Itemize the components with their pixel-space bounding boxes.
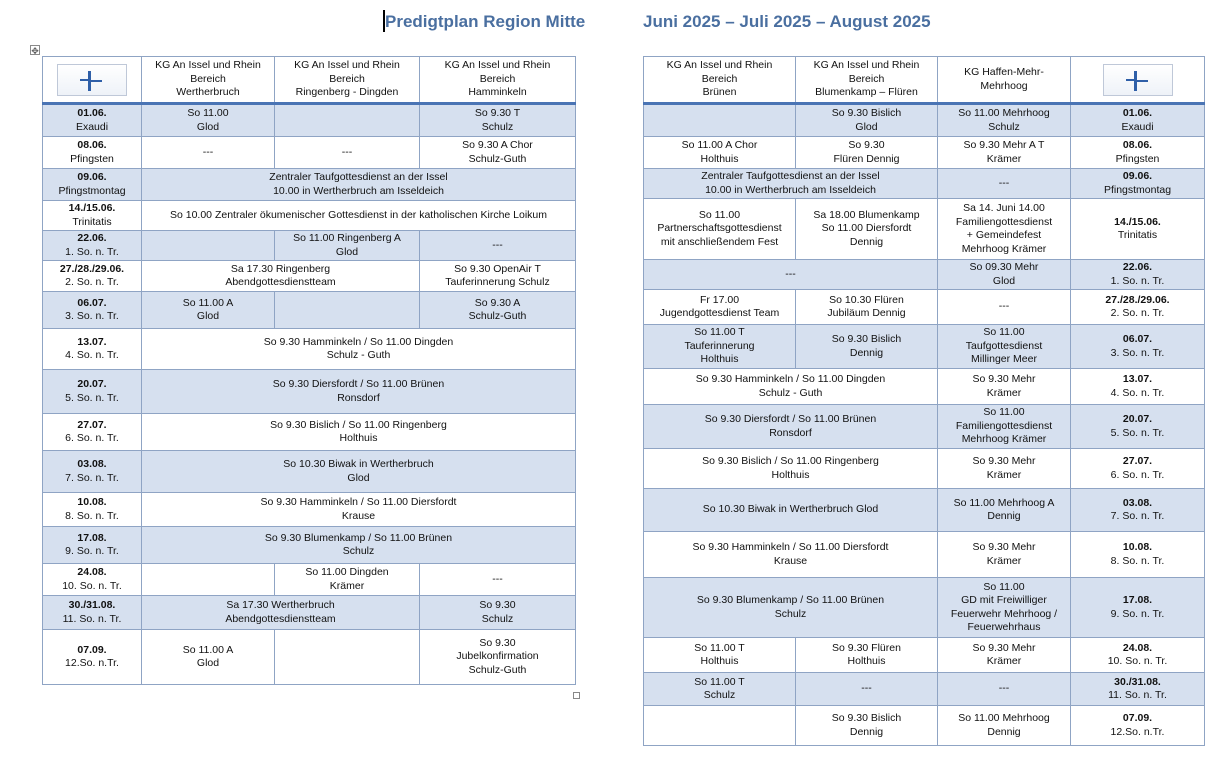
date-cell xyxy=(43,370,142,414)
service-cell-text: So 9.30 Mehr Krämer xyxy=(972,541,1036,567)
sunday-name: 1. So. n. Tr. xyxy=(1110,274,1165,287)
date-cell xyxy=(1071,137,1205,169)
header-cell xyxy=(796,57,938,104)
service-cell xyxy=(275,564,420,596)
sunday-name: Pfingsten xyxy=(1115,152,1160,165)
service-cell xyxy=(420,137,576,169)
church-logo-icon xyxy=(1103,64,1173,96)
combined-service-cell-text: --- xyxy=(785,267,796,280)
service-cell xyxy=(275,231,420,261)
service-date: 10.08. xyxy=(77,496,107,508)
service-cell xyxy=(142,231,275,261)
header-cell-text: KG An Issel und Rhein Bereich Brünen xyxy=(666,59,773,99)
table-row xyxy=(43,231,576,261)
service-cell-text: Sa 18.00 Blumenkamp So 11.00 Diersfordt Dennig xyxy=(813,208,920,248)
table-row xyxy=(43,104,576,137)
combined-service-cell xyxy=(142,596,420,630)
service-cell xyxy=(420,292,576,329)
service-cell-text: So 11.00 A Glod xyxy=(182,643,234,669)
service-date: 30./31.08. xyxy=(1114,675,1161,688)
service-cell xyxy=(142,104,275,137)
combined-service-cell xyxy=(142,169,576,201)
service-date: 20.07. xyxy=(1122,413,1153,425)
table-row xyxy=(43,137,576,169)
table-row xyxy=(644,532,1205,578)
service-cell-text: So 09.30 Mehr Glod xyxy=(969,261,1039,287)
table-row xyxy=(644,137,1205,169)
sunday-name: Trinitatis xyxy=(72,215,112,228)
header-cell-text: KG An Issel und Rhein Bereich Blumenkamp – Flüren xyxy=(813,59,920,99)
sunday-name: 1. So. n. Tr. xyxy=(65,245,119,258)
sunday-name: 9. So. n. Tr. xyxy=(1110,607,1165,620)
combined-service-cell xyxy=(644,169,938,199)
combined-service-cell xyxy=(142,329,576,370)
combined-service-cell xyxy=(142,451,576,493)
combined-service-cell-text: So 9.30 Hamminkeln / So 11.00 Dingden Schulz - Guth xyxy=(695,373,886,399)
table-row xyxy=(43,329,576,370)
date-cell xyxy=(1071,325,1205,369)
service-cell-text: So 9.30 A Schulz-Guth xyxy=(468,296,527,322)
date-cell xyxy=(43,630,142,685)
header-cell-text: KG An Issel und Rhein Bereich Ringenberg - Dingden xyxy=(294,59,400,99)
table-row xyxy=(43,451,576,493)
service-cell-text: So 9.30 Jubelkonfirmation Schulz-Guth xyxy=(456,636,539,676)
service-date: 10.08. xyxy=(1122,541,1153,553)
combined-service-cell xyxy=(142,493,576,527)
combined-service-cell-text: Zentraler Taufgottesdienst an der Issel 10.00 in Wertherbruch am Isseldeich xyxy=(701,170,880,196)
table-row xyxy=(644,369,1205,405)
sunday-name: 4. So. n. Tr. xyxy=(1110,386,1165,399)
service-cell xyxy=(796,325,938,369)
combined-service-cell xyxy=(644,405,938,449)
sunday-name: 6. So. n. Tr. xyxy=(1110,468,1165,481)
service-cell xyxy=(420,596,576,630)
table-row xyxy=(43,292,576,329)
service-cell xyxy=(796,290,938,325)
sunday-name: Pfingstmontag xyxy=(1103,183,1172,196)
service-cell xyxy=(938,706,1071,746)
date-cell xyxy=(43,564,142,596)
service-cell-text: So 9.30 Mehr A T Krämer xyxy=(963,139,1045,165)
date-cell xyxy=(1071,578,1205,638)
service-cell-text: Fr 17.00 Jugendgottesdienst Team xyxy=(659,293,780,319)
combined-service-cell-text: So 9.30 Hamminkeln / So 11.00 Diersfordt Krause xyxy=(260,496,457,522)
date-cell xyxy=(1071,706,1205,746)
service-date: 20.07. xyxy=(77,378,107,390)
service-cell-text: So 10.30 Flüren Jubiläum Dennig xyxy=(827,293,906,319)
service-date: 03.08. xyxy=(1122,496,1153,509)
table-row xyxy=(43,630,576,685)
table-row xyxy=(644,706,1205,746)
sunday-name: 9. So. n. Tr. xyxy=(65,545,119,557)
header-cell xyxy=(420,57,576,104)
service-date: 17.08. xyxy=(1122,594,1153,606)
combined-service-cell xyxy=(142,201,576,231)
header-cell xyxy=(275,57,420,104)
service-cell-text: Sa 14. Juni 14.00 Familiengottesdienst + Gemeindefest Mehrhoog Krämer xyxy=(955,202,1053,255)
service-cell xyxy=(938,578,1071,638)
service-date: 08.06. xyxy=(1122,139,1153,151)
service-cell xyxy=(938,673,1071,706)
service-cell xyxy=(275,104,420,137)
service-cell xyxy=(275,630,420,685)
service-cell-text: --- xyxy=(202,145,214,158)
date-cell xyxy=(1071,290,1205,325)
service-date: 03.08. xyxy=(77,458,107,470)
date-cell xyxy=(43,104,142,137)
table-row xyxy=(43,370,576,414)
service-cell-text: So 11.00 Taufgottesdienst Millinger Meer xyxy=(965,326,1043,366)
service-cell xyxy=(938,290,1071,325)
service-cell xyxy=(275,137,420,169)
service-cell xyxy=(644,199,796,260)
service-cell xyxy=(796,673,938,706)
table-row xyxy=(644,405,1205,449)
service-date: 24.08. xyxy=(1122,641,1153,654)
service-cell-text: --- xyxy=(341,145,353,158)
sunday-name: 4. So. n. Tr. xyxy=(65,349,119,361)
service-date: 24.08. xyxy=(77,566,107,578)
sunday-name: 10. So. n. Tr. xyxy=(62,579,122,592)
church-logo-icon xyxy=(57,64,127,96)
service-cell xyxy=(420,104,576,137)
service-cell-text: So 9.30 Bislich Glod xyxy=(831,107,902,133)
service-cell xyxy=(938,137,1071,169)
sunday-name: 11. So. n. Tr. xyxy=(62,612,122,625)
table-row xyxy=(644,199,1205,260)
service-cell-text: So 11.00 T Holthuis xyxy=(694,641,745,667)
table-row xyxy=(644,290,1205,325)
date-cell xyxy=(43,201,142,231)
service-cell-text: So 9.30 OpenAir T Tauferinnerung Schulz xyxy=(445,262,550,288)
sunday-name: Exaudi xyxy=(1121,120,1154,133)
table-row xyxy=(43,564,576,596)
date-cell xyxy=(1071,199,1205,260)
service-cell-text: So 11.00 GD mit Freiwilliger Feuerwehr Mehrhoog / Feuerwehrhaus xyxy=(950,580,1058,633)
service-cell xyxy=(796,104,938,137)
service-date: 27./28./29.06. xyxy=(1105,293,1170,306)
sunday-name: 2. So. n. Tr. xyxy=(1110,307,1165,319)
service-date: 14./15.06. xyxy=(1114,215,1161,228)
service-cell xyxy=(275,292,420,329)
combined-service-cell xyxy=(644,532,938,578)
service-cell xyxy=(938,489,1071,532)
table-row xyxy=(43,201,576,231)
table-row xyxy=(43,169,576,201)
service-date: 27.07. xyxy=(1122,455,1153,467)
service-cell-text: --- xyxy=(861,682,872,695)
date-cell xyxy=(43,527,142,564)
service-date: 14./15.06. xyxy=(68,202,116,214)
header-cell-text: KG An Issel und Rhein Bereich Hamminkeln xyxy=(444,59,551,99)
combined-service-cell-text: So 9.30 Diersfordt / So 11.00 Brünen Ronsdorf xyxy=(704,413,877,439)
service-cell-text: So 9.30 Bislich Dennig xyxy=(831,712,902,738)
left-plan-table xyxy=(42,56,576,685)
sunday-name: Pfingstmontag xyxy=(58,184,126,197)
date-cell xyxy=(43,169,142,201)
table-row xyxy=(644,449,1205,489)
sunday-name: 7. So. n. Tr. xyxy=(65,471,119,484)
service-date: 17.08. xyxy=(77,531,107,544)
service-cell xyxy=(644,638,796,673)
date-cell xyxy=(43,329,142,370)
service-cell xyxy=(796,199,938,260)
sunday-name: 5. So. n. Tr. xyxy=(1110,426,1165,439)
combined-service-cell xyxy=(644,489,938,532)
table-row xyxy=(644,638,1205,673)
service-date: 06.07. xyxy=(77,296,107,309)
combined-service-cell xyxy=(142,370,576,414)
sunday-name: 12.So. n.Tr. xyxy=(65,657,119,669)
service-cell xyxy=(142,292,275,329)
service-cell-text: So 11.00 T Tauferinnerung Holthuis xyxy=(684,326,755,366)
service-cell xyxy=(938,532,1071,578)
service-cell xyxy=(644,137,796,169)
logo-cell xyxy=(43,57,142,104)
service-cell-text: So 9.30 Flüren Dennig xyxy=(833,139,900,165)
combined-service-cell-text: So 9.30 Blumenkamp / So 11.00 Brünen Schulz xyxy=(696,594,885,620)
table-row xyxy=(43,493,576,527)
combined-service-cell xyxy=(644,260,938,290)
service-cell-text: So 9.30 Bislich Dennig xyxy=(831,333,902,359)
combined-service-cell-text: So 9.30 Bislich / So 11.00 Ringenberg Holthuis xyxy=(270,418,447,444)
service-cell-text: --- xyxy=(998,682,1010,695)
service-cell xyxy=(142,630,275,685)
date-cell xyxy=(1071,489,1205,532)
right-plan-table xyxy=(643,56,1205,746)
combined-service-cell xyxy=(142,261,420,292)
date-cell xyxy=(1071,405,1205,449)
date-cell xyxy=(1071,104,1205,137)
combined-service-cell-text: So 9.30 Hamminkeln / So 11.00 Diersfordt Krause xyxy=(692,541,889,567)
service-date: 13.07. xyxy=(77,335,107,348)
table-row xyxy=(43,527,576,564)
date-cell xyxy=(43,292,142,329)
date-cell xyxy=(43,451,142,493)
combined-service-cell-text: Sa 17.30 Wertherbruch Abendgottesdienstteam xyxy=(225,599,336,625)
service-cell xyxy=(938,449,1071,489)
combined-service-cell xyxy=(142,414,576,451)
sunday-name: Trinitatis xyxy=(1117,229,1158,241)
combined-service-cell-text: So 9.30 Diersfordt / So 11.00 Brünen Ronsdorf xyxy=(272,378,445,404)
service-cell-text: So 9.30 Mehr Krämer xyxy=(972,641,1036,667)
sunday-name: 10. So. n. Tr. xyxy=(1107,655,1168,667)
table-row xyxy=(43,414,576,451)
page-subtitle: Juni 2025 – Juli 2025 – August 2025 xyxy=(643,12,931,31)
combined-service-cell-text: Zentraler Taufgottesdienst an der Issel 10.00 in Wertherbruch am Isseldeich xyxy=(269,171,448,197)
service-cell xyxy=(938,325,1071,369)
service-cell-text: So 11.00 Partnerschaftsgottesdienst mit anschließendem Fest xyxy=(657,208,782,248)
service-date: 07.09. xyxy=(1122,712,1153,724)
service-cell-text: So 11.00 A Chor Holthuis xyxy=(681,139,758,165)
service-cell xyxy=(142,564,275,596)
table-row xyxy=(644,104,1205,137)
service-date: 09.06. xyxy=(77,171,107,183)
sunday-name: 8. So. n. Tr. xyxy=(1110,554,1165,567)
service-date: 07.09. xyxy=(77,643,107,656)
date-cell xyxy=(43,493,142,527)
service-cell xyxy=(938,260,1071,290)
service-date: 01.06. xyxy=(1122,107,1153,119)
service-cell xyxy=(420,630,576,685)
page-title: Predigtplan Region Mitte xyxy=(385,12,586,31)
service-cell-text: So 11.00 Mehrhoog Dennig xyxy=(958,712,1050,738)
service-cell xyxy=(796,638,938,673)
combined-service-cell-text: So 9.30 Blumenkamp / So 11.00 Brünen Schulz xyxy=(264,531,453,557)
combined-service-cell-text: So 9.30 Hamminkeln / So 11.00 Dingden Schulz - Guth xyxy=(263,335,454,361)
service-date: 06.07. xyxy=(1122,333,1153,345)
table-row xyxy=(644,578,1205,638)
service-cell-text: --- xyxy=(492,572,503,585)
table-row xyxy=(644,169,1205,199)
service-cell xyxy=(938,169,1071,199)
date-cell xyxy=(1071,260,1205,290)
service-cell-text: So 9.30 Mehr Krämer xyxy=(972,373,1036,399)
date-cell xyxy=(43,414,142,451)
service-date: 01.06. xyxy=(77,107,107,119)
date-cell xyxy=(43,261,142,292)
service-cell-text: So 11.00 Glod xyxy=(187,107,229,133)
combined-service-cell xyxy=(644,578,938,638)
sunday-name: 8. So. n. Tr. xyxy=(65,509,119,522)
header-cell-text: KG An Issel und Rhein Bereich Wertherbruch xyxy=(155,59,261,99)
service-cell xyxy=(644,104,796,137)
header-cell-text: KG Haffen-Mehr- Mehrhoog xyxy=(964,66,1044,92)
sunday-name: 3. So. n. Tr. xyxy=(1110,346,1165,359)
service-cell xyxy=(644,706,796,746)
service-cell-text: So 11.00 Ringenberg A Glod xyxy=(293,232,401,258)
table-row xyxy=(644,325,1205,369)
combined-service-cell xyxy=(644,449,938,489)
move-table-icon[interactable]: ✥ xyxy=(31,46,39,56)
service-date: 13.07. xyxy=(1122,373,1153,385)
sunday-name: 2. So. n. Tr. xyxy=(65,276,119,288)
service-cell xyxy=(938,405,1071,449)
service-cell xyxy=(644,325,796,369)
date-cell xyxy=(1071,169,1205,199)
combined-service-cell xyxy=(142,527,576,564)
combined-service-cell-text: Sa 17.30 Ringenberg Abendgottesdienstteam xyxy=(225,262,336,288)
service-cell xyxy=(796,137,938,169)
table-row xyxy=(644,489,1205,532)
service-cell-text: So 11.00 Mehrhoog Schulz xyxy=(958,107,1050,133)
sunday-name: 7. So. n. Tr. xyxy=(1110,510,1165,522)
service-cell-text: So 9.30 Mehr Krämer xyxy=(972,455,1036,481)
combined-service-cell-text: So 10.00 Zentraler ökumenischer Gottesdienst in der katholischen Kirche Loikum xyxy=(169,208,548,221)
service-date: 30./31.08. xyxy=(68,599,116,611)
combined-service-cell-text: So 10.30 Biwak in Wertherbruch Glod xyxy=(702,503,879,516)
service-cell xyxy=(938,638,1071,673)
table-row xyxy=(644,260,1205,290)
service-cell-text: --- xyxy=(998,300,1010,313)
service-cell-text: So 9.30 Schulz xyxy=(479,599,516,625)
combined-service-cell-text: So 10.30 Biwak in Wertherbruch Glod xyxy=(283,458,434,484)
header-cell xyxy=(938,57,1071,104)
date-cell xyxy=(43,231,142,261)
service-cell xyxy=(938,104,1071,137)
service-cell xyxy=(420,231,576,261)
date-cell xyxy=(1071,369,1205,405)
service-cell xyxy=(938,369,1071,405)
service-cell xyxy=(420,261,576,292)
service-date: 27./28./29.06. xyxy=(59,262,125,275)
table-row xyxy=(644,673,1205,706)
header-cell xyxy=(142,57,275,104)
service-date: 09.06. xyxy=(1122,170,1153,182)
sunday-name: 6. So. n. Tr. xyxy=(65,432,119,444)
service-cell-text: So 11.00 A Glod xyxy=(182,296,234,322)
date-cell xyxy=(1071,673,1205,706)
service-cell xyxy=(644,290,796,325)
date-cell xyxy=(1071,449,1205,489)
service-cell-text: So 11.00 Mehrhoog A Dennig xyxy=(953,496,1055,522)
date-cell xyxy=(1071,532,1205,578)
sunday-name: 5. So. n. Tr. xyxy=(65,391,119,404)
service-cell-text: So 9.30 Flüren Holthuis xyxy=(832,641,901,667)
sunday-name: Pfingsten xyxy=(70,152,114,165)
sunday-name: Exaudi xyxy=(75,120,109,133)
service-cell xyxy=(142,137,275,169)
service-cell-text: --- xyxy=(998,176,1010,189)
combined-service-cell-text: So 9.30 Bislich / So 11.00 Ringenberg Holthuis xyxy=(702,455,879,481)
service-date: 27.07. xyxy=(77,418,107,431)
table-row xyxy=(43,261,576,292)
table-row xyxy=(43,596,576,630)
service-date: 22.06. xyxy=(77,232,107,244)
logo-cell xyxy=(1071,57,1205,104)
service-cell-text: --- xyxy=(492,238,503,251)
service-cell xyxy=(796,706,938,746)
service-cell xyxy=(644,673,796,706)
service-cell-text: So 11.00 Familiengottesdienst Mehrhoog Krämer xyxy=(955,406,1053,446)
resize-table-handle[interactable] xyxy=(573,692,580,699)
service-date: 08.06. xyxy=(77,139,107,151)
sunday-name: 12.So. n.Tr. xyxy=(1110,725,1165,738)
service-date: 22.06. xyxy=(1122,261,1153,273)
combined-service-cell xyxy=(644,369,938,405)
sunday-name: 3. So. n. Tr. xyxy=(65,310,119,322)
service-cell-text: So 9.30 T Schulz xyxy=(474,107,521,133)
service-cell-text: So 11.00 Dingden Krämer xyxy=(305,566,389,592)
service-cell xyxy=(938,199,1071,260)
service-cell xyxy=(420,564,576,596)
service-cell-text: So 9.30 A Chor Schulz-Guth xyxy=(462,139,533,165)
date-cell xyxy=(43,137,142,169)
date-cell xyxy=(43,596,142,630)
header-cell xyxy=(644,57,796,104)
service-cell-text: So 11.00 T Schulz xyxy=(694,675,745,701)
sunday-name: 11. So. n. Tr. xyxy=(1108,689,1167,701)
date-cell xyxy=(1071,638,1205,673)
